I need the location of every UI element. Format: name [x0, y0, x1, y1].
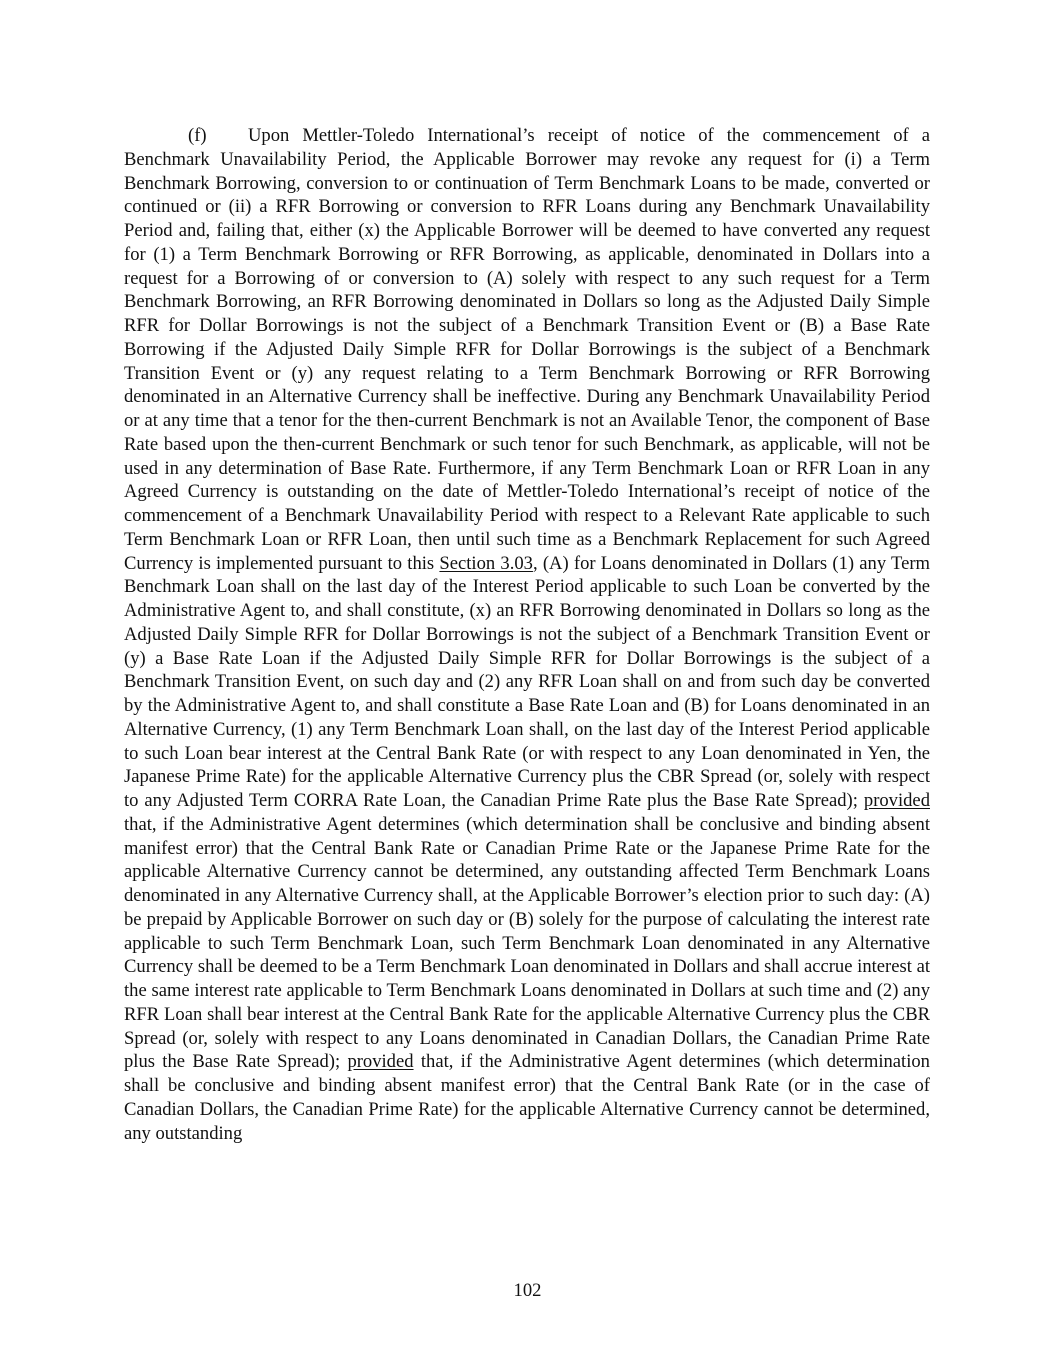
page-number: 102	[513, 1280, 542, 1301]
text-segment: that, if the Administrative Agent determines (which determination shall be conclusive and binding absent manifest error) that the Central Bank Rate or Canadian Prime Rate or the Japanese Prime Rate for the applicable Alternative Currency cannot be determined, any outstanding affected Term Benchmark Loans denominated in any Alternative Currency shall, at the Applicable Borrower’s election prior to such day: (A) be prepaid by Applicable Borrower on such day or (B) solely for the purpose of calculating the interest rate applicable to such Term Benchmark Loan, such Term Benchmark Loan denominated in any Alternative Currency shall be deemed to be a Term Benchmark Loan denominated in Dollars and shall accrue interest at the same interest rate applicable to Term Benchmark Loans denominated in Dollars at such time and (2) any RFR Loan shall bear interest at the Central Bank Rate for the applicable Alternative Currency plus the CBR Spread (or, solely with respect to any Loans denominated in Canadian Dollars, the Canadian Prime Rate plus the Base Rate Spread);	[124, 813, 930, 1073]
section-reference: Section 3.03	[439, 552, 533, 574]
section-marker: (f)	[188, 125, 207, 146]
text-segment: Upon Mettler-Toledo International’s receipt of notice of the commencement of a Benchmark Unavailability Period, the Applicable Borrower may revoke any request for (i) a Term Benchmark Borrowing, conversion to or continuation of Term Benchmark Loans to be made, converted or continued or (ii) a RFR Borrowing or conversion to RFR Loans during any Benchmark Unavailability Period and, failing that, either (x) the Applicable Borrower will be deemed to have converted any request for (1) a Term Benchmark Borrowing or RFR Borrowing, as applicable, denominated in Dollars into a request for a Borrowing of or conversion to (A) solely with respect to any such request for a Term Benchmark Borrowing, an RFR Borrowing denominated in Dollars so long as the Adjusted Daily Simple RFR for Dollar Borrowings is not the subject of a Benchmark Transition Event or (B) a Base Rate Borrowing if the Adjusted Daily Simple RFR for Dollar Borrowings is the subject of a Benchmark Transition Event or (y) any request relating to a Term Benchmark Borrowing or RFR Borrowing denominated in an Alternative Currency shall be ineffective. During any Benchmark Unavailability Period or at any time that a tenor for the then-current Benchmark is not an Available Tenor, the component of Base Rate based upon the then-current Benchmark or such tenor for such Benchmark, as applicable, will not be used in any determination of Base Rate. Furthermore, if any Term Benchmark Loan or RFR Loan in any Agreed Currency is outstanding on the date of Mettler-Toledo International’s receipt of notice of the commencement of a Benchmark Unavailability Period with respect to a Relevant Rate applicable to such Term Benchmark Loan or RFR Loan, then until such time as a Benchmark Replacement for such Agreed Currency is implemented pursuant to this	[124, 125, 930, 574]
text-segment: , (A) for Loans denominated in Dollars (1) any Term Benchmark Loan shall on the last day of the Interest Period applicable to such Loan be converted by the Administrative Agent to, and shall constitute, (x) an RFR Borrowing denominated in Dollars so long as the Adjusted Daily Simple RFR for Dollar Borrowings is not the subject of a Benchmark Transition Event or (y) a Base Rate Loan if the Adjusted Daily Simple RFR for Dollar Borrowings is the subject of a Benchmark Transition Event, on such day and (2) any RFR Loan shall on and from such day be converted by the Administrative Agent to, and shall constitute a Base Rate Loan and (B) for Loans denominated in an Alternative Currency, (1) any Term Benchmark Loan shall, on the last day of the Interest Period applicable to such Loan bear interest at the Central Bank Rate (or with respect to any Loan denominated in Yen, the Japanese Prime Rate) for the applicable Alternative Currency plus the CBR Spread (or, solely with respect to any Adjusted Term CORRA Rate Loan, the Canadian Prime Rate plus the Base Rate Spread);	[124, 552, 930, 811]
body-text	[124, 124, 930, 1145]
paragraph-f	[124, 124, 930, 1145]
provided-term: provided	[863, 790, 930, 811]
text-segment: that, if the Administrative Agent determines (which determination shall be conclusive and binding absent manifest error) that the Central Bank Rate (or in the case of Canadian Dollars, the Canadian Prime Rate) for the applicable Alternative Currency cannot be determined, any outstanding	[124, 1051, 930, 1144]
provided-term: provided	[347, 1051, 414, 1073]
